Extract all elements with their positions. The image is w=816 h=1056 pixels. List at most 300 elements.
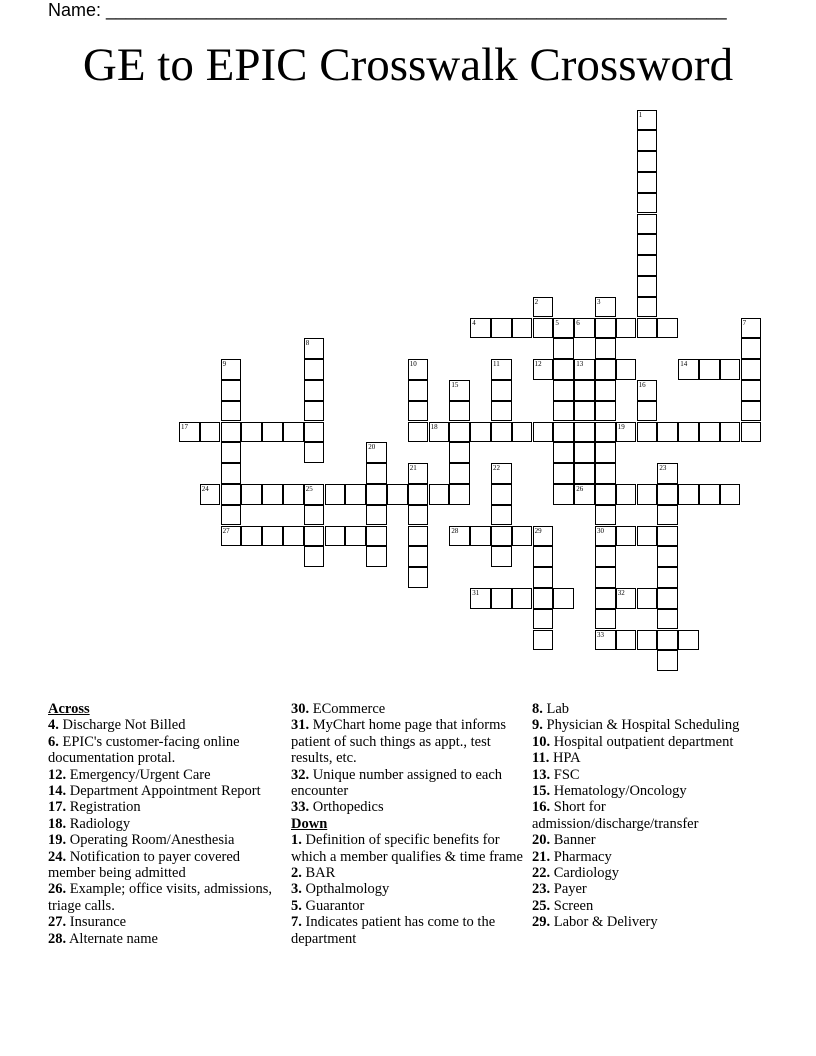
clue-heading: Down bbox=[291, 815, 328, 832]
grid-cell[interactable] bbox=[491, 401, 512, 422]
grid-cell[interactable] bbox=[491, 588, 512, 609]
clues-column-2 bbox=[291, 701, 529, 947]
grid-cell[interactable] bbox=[408, 567, 429, 588]
grid-cell[interactable] bbox=[720, 484, 741, 505]
clue-item-number: 24. bbox=[48, 848, 67, 865]
clue-item bbox=[532, 717, 764, 733]
grid-cell[interactable] bbox=[491, 546, 512, 567]
grid-cell[interactable] bbox=[637, 255, 658, 276]
clue-item bbox=[48, 734, 276, 767]
clue-item bbox=[48, 783, 276, 799]
clue-item-number: 5. bbox=[291, 897, 302, 914]
clue-item-text: MyChart home page that informs patient of such things as appt., test results, etc. bbox=[291, 717, 507, 767]
grid-cell[interactable] bbox=[366, 505, 387, 526]
grid-cell[interactable] bbox=[616, 422, 637, 443]
grid-cell[interactable] bbox=[595, 401, 616, 422]
grid-cell[interactable] bbox=[553, 463, 574, 484]
grid-cell[interactable] bbox=[595, 442, 616, 463]
clue-number: 28 bbox=[451, 526, 459, 535]
clue-number: 5 bbox=[555, 318, 559, 327]
grid-cell[interactable] bbox=[221, 401, 242, 422]
grid-cell[interactable] bbox=[470, 526, 491, 547]
clue-item-number: 19. bbox=[48, 832, 67, 849]
clue-item-text: Registration bbox=[69, 799, 141, 816]
clue-number: 13 bbox=[576, 360, 584, 369]
grid-cell[interactable] bbox=[533, 630, 554, 651]
clue-item bbox=[532, 865, 764, 881]
grid-cell[interactable] bbox=[387, 484, 408, 505]
grid-cell[interactable] bbox=[408, 546, 429, 567]
clue-number: 25 bbox=[305, 485, 313, 493]
grid-cell[interactable] bbox=[221, 505, 242, 526]
clue-item-text: ECommerce bbox=[312, 701, 386, 717]
grid-cell[interactable] bbox=[449, 422, 470, 443]
grid-cell[interactable] bbox=[408, 526, 429, 547]
grid-cell[interactable] bbox=[491, 318, 512, 339]
grid-cell[interactable] bbox=[221, 380, 242, 401]
grid-cell[interactable] bbox=[657, 650, 678, 671]
grid-cell[interactable] bbox=[366, 442, 387, 463]
clue-item bbox=[532, 898, 764, 914]
clue-item bbox=[291, 717, 529, 766]
grid-cell[interactable] bbox=[553, 442, 574, 463]
name-line: Name: ______________________________________________________________ bbox=[48, 0, 727, 20]
clue-item-number: 3. bbox=[291, 881, 302, 898]
grid-cell[interactable] bbox=[262, 526, 283, 547]
grid-cell[interactable] bbox=[616, 484, 637, 505]
grid-cell[interactable] bbox=[699, 484, 720, 505]
grid-cell[interactable] bbox=[283, 484, 304, 505]
clue-item-number: 15. bbox=[532, 783, 551, 800]
grid-cell[interactable] bbox=[283, 526, 304, 547]
grid-cell[interactable] bbox=[533, 567, 554, 588]
grid-cell[interactable] bbox=[221, 359, 242, 380]
grid-cell[interactable] bbox=[408, 401, 429, 422]
grid-cell[interactable] bbox=[429, 422, 450, 443]
grid-cell[interactable] bbox=[574, 318, 595, 339]
grid-cell[interactable] bbox=[533, 526, 554, 547]
clue-item bbox=[532, 799, 764, 832]
clue-item-text: Hematology/Oncology bbox=[553, 783, 687, 800]
clue-heading: Across bbox=[48, 701, 90, 717]
grid-cell[interactable] bbox=[221, 422, 242, 443]
grid-cell[interactable] bbox=[741, 380, 762, 401]
grid-cell[interactable] bbox=[637, 151, 658, 172]
grid-cell[interactable] bbox=[449, 380, 470, 401]
clue-item-number: 4. bbox=[48, 717, 59, 734]
grid-cell[interactable] bbox=[533, 588, 554, 609]
clue-item-number: 26. bbox=[48, 881, 67, 898]
grid-cell[interactable] bbox=[741, 422, 762, 443]
grid-cell[interactable] bbox=[221, 442, 242, 463]
clue-item-number: 29. bbox=[532, 914, 551, 931]
clue-item bbox=[291, 767, 529, 800]
grid-cell[interactable] bbox=[470, 588, 491, 609]
grid-cell[interactable] bbox=[491, 505, 512, 526]
grid-cell[interactable] bbox=[304, 380, 325, 401]
grid-cell[interactable] bbox=[595, 526, 616, 547]
clue-item-text: Screen bbox=[553, 897, 594, 914]
clue-item-text: Discharge Not Billed bbox=[62, 717, 186, 734]
clue-item-number: 1. bbox=[291, 832, 302, 849]
grid-cell[interactable] bbox=[512, 526, 533, 547]
grid-cell[interactable] bbox=[304, 484, 325, 505]
grid-cell[interactable] bbox=[637, 630, 658, 651]
grid-cell[interactable] bbox=[595, 422, 616, 443]
clue-item bbox=[48, 767, 276, 783]
clue-item bbox=[532, 701, 764, 717]
clue-item bbox=[532, 783, 764, 799]
grid-cell[interactable] bbox=[616, 588, 637, 609]
clue-item bbox=[532, 914, 764, 930]
grid-cell[interactable] bbox=[574, 422, 595, 443]
grid-cell[interactable] bbox=[449, 401, 470, 422]
grid-cell[interactable] bbox=[491, 422, 512, 443]
grid-cell[interactable] bbox=[553, 484, 574, 505]
clue-item-text: Cardiology bbox=[553, 865, 619, 882]
grid-cell[interactable] bbox=[470, 422, 491, 443]
clue-item-number: 12. bbox=[48, 766, 67, 783]
clue-number: 4 bbox=[472, 318, 476, 327]
grid-cell[interactable] bbox=[533, 359, 554, 380]
clue-number: 33 bbox=[597, 630, 604, 639]
grid-cell[interactable] bbox=[262, 422, 283, 443]
grid-cell[interactable] bbox=[491, 359, 512, 380]
clue-item-text: EPIC's customer-facing online documentation protal. bbox=[48, 733, 240, 767]
grid-cell[interactable] bbox=[408, 463, 429, 484]
grid-cell[interactable] bbox=[595, 380, 616, 401]
grid-cell[interactable] bbox=[595, 567, 616, 588]
grid-cell[interactable] bbox=[366, 546, 387, 567]
grid-cell[interactable] bbox=[595, 588, 616, 609]
clue-item-text: Lab bbox=[546, 701, 570, 717]
grid-cell[interactable] bbox=[574, 484, 595, 505]
grid-cell[interactable] bbox=[512, 318, 533, 339]
grid-cell[interactable] bbox=[553, 380, 574, 401]
clue-item-number: 33. bbox=[291, 799, 310, 816]
clue-item-text: Pharmacy bbox=[553, 848, 612, 865]
grid-cell[interactable] bbox=[491, 380, 512, 401]
grid-cell[interactable] bbox=[616, 630, 637, 651]
clue-item-text: FSC bbox=[553, 766, 580, 783]
grid-cell[interactable] bbox=[616, 526, 637, 547]
clue-number: 10 bbox=[409, 360, 417, 369]
grid-cell[interactable] bbox=[637, 526, 658, 547]
grid-cell[interactable] bbox=[574, 463, 595, 484]
grid-cell[interactable] bbox=[241, 526, 262, 547]
clue-item-number: 20. bbox=[532, 832, 551, 849]
grid-cell[interactable] bbox=[637, 380, 658, 401]
grid-cell[interactable] bbox=[595, 484, 616, 505]
grid-cell[interactable] bbox=[720, 359, 741, 380]
clue-item-number: 27. bbox=[48, 914, 67, 931]
grid-cell[interactable] bbox=[345, 526, 366, 547]
grid-cell[interactable] bbox=[491, 526, 512, 547]
grid-cell[interactable] bbox=[574, 359, 595, 380]
clue-number: 26 bbox=[576, 485, 584, 493]
grid-cell[interactable] bbox=[200, 484, 221, 505]
grid-cell[interactable] bbox=[637, 234, 658, 255]
clue-item bbox=[532, 734, 764, 750]
grid-cell[interactable] bbox=[574, 401, 595, 422]
clue-item bbox=[291, 865, 529, 881]
grid-cell[interactable] bbox=[657, 526, 678, 547]
grid-cell[interactable] bbox=[512, 588, 533, 609]
clue-item-number: 23. bbox=[532, 881, 551, 898]
grid-cell[interactable] bbox=[553, 401, 574, 422]
grid-cell[interactable] bbox=[657, 546, 678, 567]
grid-cell[interactable] bbox=[637, 110, 658, 131]
grid-cell[interactable] bbox=[429, 484, 450, 505]
grid-cell[interactable] bbox=[678, 422, 699, 443]
clue-item-number: 2. bbox=[291, 865, 302, 882]
grid-cell[interactable] bbox=[657, 422, 678, 443]
grid-cell[interactable] bbox=[408, 484, 429, 505]
clue-number: 7 bbox=[742, 318, 747, 327]
grid-cell[interactable] bbox=[637, 401, 658, 422]
clue-item-number: 30. bbox=[291, 701, 310, 717]
grid-cell[interactable] bbox=[657, 463, 678, 484]
clue-number: 2 bbox=[534, 297, 539, 306]
grid-cell[interactable] bbox=[699, 359, 720, 380]
clue-item bbox=[291, 799, 529, 815]
clue-number: 12 bbox=[534, 360, 542, 369]
clue-item-text: Orthopedics bbox=[312, 799, 384, 816]
clue-item-text: Notification to payer covered member being admitted bbox=[48, 848, 241, 882]
grid-cell[interactable] bbox=[304, 546, 325, 567]
grid-cell[interactable] bbox=[408, 505, 429, 526]
clue-item-number: 31. bbox=[291, 717, 310, 734]
clue-item-number: 8. bbox=[532, 701, 543, 717]
grid-cell[interactable] bbox=[304, 442, 325, 463]
grid-cell[interactable] bbox=[574, 380, 595, 401]
clue-item-text: Unique number assigned to each encounter bbox=[291, 766, 503, 800]
grid-cell[interactable] bbox=[678, 484, 699, 505]
grid-cell[interactable] bbox=[533, 297, 554, 318]
grid-cell[interactable] bbox=[637, 297, 658, 318]
grid-cell[interactable] bbox=[304, 401, 325, 422]
clue-item-number: 13. bbox=[532, 766, 551, 783]
grid-cell[interactable] bbox=[408, 380, 429, 401]
grid-cell[interactable] bbox=[408, 359, 429, 380]
grid-cell[interactable] bbox=[553, 338, 574, 359]
grid-cell[interactable] bbox=[553, 318, 574, 339]
grid-cell[interactable] bbox=[304, 422, 325, 443]
grid-cell[interactable] bbox=[637, 193, 658, 214]
clue-item-text: Banner bbox=[553, 832, 596, 849]
grid-cell[interactable] bbox=[657, 609, 678, 630]
clue-item bbox=[48, 717, 276, 733]
clue-item-number: 25. bbox=[532, 897, 551, 914]
clue-item-text: Alternate name bbox=[68, 930, 158, 947]
grid-cell[interactable] bbox=[304, 359, 325, 380]
grid-cell[interactable] bbox=[657, 630, 678, 651]
grid-cell[interactable] bbox=[221, 484, 242, 505]
grid-cell[interactable] bbox=[262, 484, 283, 505]
clue-item-text: Labor & Delivery bbox=[553, 914, 658, 931]
grid-cell[interactable] bbox=[637, 214, 658, 235]
grid-cell[interactable] bbox=[512, 422, 533, 443]
clue-item-text: Radiology bbox=[69, 815, 131, 832]
clues-column-1 bbox=[48, 701, 276, 947]
grid-cell[interactable] bbox=[241, 422, 262, 443]
grid-cell[interactable] bbox=[179, 422, 200, 443]
grid-cell[interactable] bbox=[449, 442, 470, 463]
clue-item-text: Insurance bbox=[69, 914, 127, 931]
clue-item-text: HPA bbox=[552, 750, 581, 767]
grid-cell[interactable] bbox=[595, 630, 616, 651]
grid-cell[interactable] bbox=[491, 463, 512, 484]
clue-item-text: Example; office visits, admissions, triage calls. bbox=[48, 881, 273, 914]
grid-cell[interactable] bbox=[616, 318, 637, 339]
clue-number: 8 bbox=[305, 339, 310, 348]
clue-item-text: Short for admission/discharge/transfer bbox=[532, 799, 699, 832]
grid-cell[interactable] bbox=[200, 422, 221, 443]
clue-number: 27 bbox=[222, 526, 230, 535]
clue-item bbox=[291, 881, 529, 897]
grid-cell[interactable] bbox=[741, 401, 762, 422]
grid-cell[interactable] bbox=[325, 526, 346, 547]
clue-item bbox=[48, 931, 276, 947]
grid-cell[interactable] bbox=[637, 484, 658, 505]
clue-item-text: Physician & Hospital Scheduling bbox=[546, 717, 740, 734]
clue-item-number: 6. bbox=[48, 733, 59, 750]
clue-number: 15 bbox=[451, 381, 459, 389]
grid-cell[interactable] bbox=[221, 463, 242, 484]
grid-cell[interactable] bbox=[637, 130, 658, 151]
grid-cell[interactable] bbox=[595, 463, 616, 484]
grid-cell[interactable] bbox=[595, 318, 616, 339]
clue-number: 22 bbox=[493, 464, 500, 473]
grid-cell[interactable] bbox=[657, 318, 678, 339]
grid-cell[interactable] bbox=[553, 588, 574, 609]
grid-cell[interactable] bbox=[491, 484, 512, 505]
grid-cell[interactable] bbox=[657, 588, 678, 609]
grid-cell[interactable] bbox=[304, 338, 325, 359]
grid-cell[interactable] bbox=[366, 484, 387, 505]
grid-cell[interactable] bbox=[470, 318, 491, 339]
grid-cell[interactable] bbox=[241, 484, 262, 505]
grid-cell[interactable] bbox=[741, 338, 762, 359]
clue-item bbox=[291, 914, 529, 947]
clue-item bbox=[532, 832, 764, 848]
clue-item-text: Guarantor bbox=[305, 897, 365, 914]
grid-cell[interactable] bbox=[408, 422, 429, 443]
grid-cell[interactable] bbox=[657, 567, 678, 588]
grid-cell[interactable] bbox=[720, 422, 741, 443]
clue-item-number: 21. bbox=[532, 848, 551, 865]
grid-cell[interactable] bbox=[366, 463, 387, 484]
grid-cell[interactable] bbox=[616, 359, 637, 380]
clue-item-text: Department Appointment Report bbox=[69, 783, 261, 800]
clue-item-number: 32. bbox=[291, 766, 310, 783]
clue-item bbox=[48, 832, 276, 848]
clue-item bbox=[532, 750, 764, 766]
grid-cell[interactable] bbox=[595, 359, 616, 380]
clue-number: 14 bbox=[680, 360, 688, 369]
grid-cell[interactable] bbox=[595, 505, 616, 526]
clue-item-text: Operating Room/Anesthesia bbox=[69, 832, 235, 849]
clue-item bbox=[48, 914, 276, 930]
grid-cell[interactable] bbox=[533, 318, 554, 339]
grid-cell[interactable] bbox=[678, 630, 699, 651]
clue-number: 23 bbox=[659, 464, 667, 473]
clue-number: 1 bbox=[638, 110, 643, 119]
grid-cell[interactable] bbox=[325, 484, 346, 505]
clues-column-3 bbox=[532, 701, 764, 931]
grid-cell[interactable] bbox=[449, 526, 470, 547]
clue-number: 9 bbox=[222, 360, 227, 369]
clue-item-number: 16. bbox=[532, 799, 551, 816]
grid-cell[interactable] bbox=[574, 442, 595, 463]
clue-item bbox=[532, 767, 764, 783]
clue-item-number: 11. bbox=[532, 750, 550, 767]
clue-item-number: 7. bbox=[291, 914, 302, 931]
grid-cell[interactable] bbox=[553, 422, 574, 443]
clue-number: 17 bbox=[181, 422, 188, 431]
grid-cell[interactable] bbox=[533, 609, 554, 630]
grid-cell[interactable] bbox=[595, 546, 616, 567]
grid-cell[interactable] bbox=[741, 318, 762, 339]
grid-cell[interactable] bbox=[366, 526, 387, 547]
clue-number: 19 bbox=[617, 422, 625, 431]
grid-cell[interactable] bbox=[637, 172, 658, 193]
grid-cell[interactable] bbox=[595, 609, 616, 630]
grid-cell[interactable] bbox=[533, 422, 554, 443]
clue-item-text: BAR bbox=[305, 865, 336, 882]
clue-item bbox=[48, 816, 276, 832]
grid-cell[interactable] bbox=[304, 505, 325, 526]
grid-cell[interactable] bbox=[678, 359, 699, 380]
grid-cell[interactable] bbox=[283, 422, 304, 443]
clue-number: 29 bbox=[534, 526, 542, 535]
grid-cell[interactable] bbox=[637, 318, 658, 339]
grid-cell[interactable] bbox=[345, 484, 366, 505]
grid-cell[interactable] bbox=[637, 422, 658, 443]
clue-number: 21 bbox=[409, 464, 417, 473]
grid-cell[interactable] bbox=[657, 484, 678, 505]
grid-cell[interactable] bbox=[595, 338, 616, 359]
clue-item-text: Indicates patient has come to the department bbox=[291, 914, 496, 947]
grid-cell[interactable] bbox=[595, 297, 616, 318]
grid-cell[interactable] bbox=[637, 588, 658, 609]
clue-number: 30 bbox=[597, 526, 604, 535]
clue-item bbox=[291, 832, 529, 865]
grid-cell[interactable] bbox=[553, 359, 574, 380]
clue-item-text: Hospital outpatient department bbox=[553, 733, 734, 750]
clue-number: 32 bbox=[617, 589, 625, 597]
grid-cell[interactable] bbox=[741, 359, 762, 380]
clue-item bbox=[532, 849, 764, 865]
grid-cell[interactable] bbox=[449, 484, 470, 505]
grid-cell[interactable] bbox=[637, 276, 658, 297]
grid-cell[interactable] bbox=[449, 463, 470, 484]
grid-cell[interactable] bbox=[221, 526, 242, 547]
clue-item-text: Definition of specific benefits for which a member qualifies & time frame bbox=[291, 832, 523, 865]
clue-item-text: Payer bbox=[553, 881, 587, 898]
clue-item bbox=[532, 881, 764, 897]
clue-item-number: 17. bbox=[48, 799, 67, 816]
grid-cell[interactable] bbox=[533, 546, 554, 567]
clue-item bbox=[48, 799, 276, 815]
clue-item-number: 10. bbox=[532, 733, 551, 750]
grid-cell[interactable] bbox=[304, 526, 325, 547]
clue-item bbox=[291, 701, 529, 717]
clue-item bbox=[291, 898, 529, 914]
clue-number: 11 bbox=[493, 360, 500, 369]
grid-cell[interactable] bbox=[699, 422, 720, 443]
grid-cell[interactable] bbox=[657, 505, 678, 526]
